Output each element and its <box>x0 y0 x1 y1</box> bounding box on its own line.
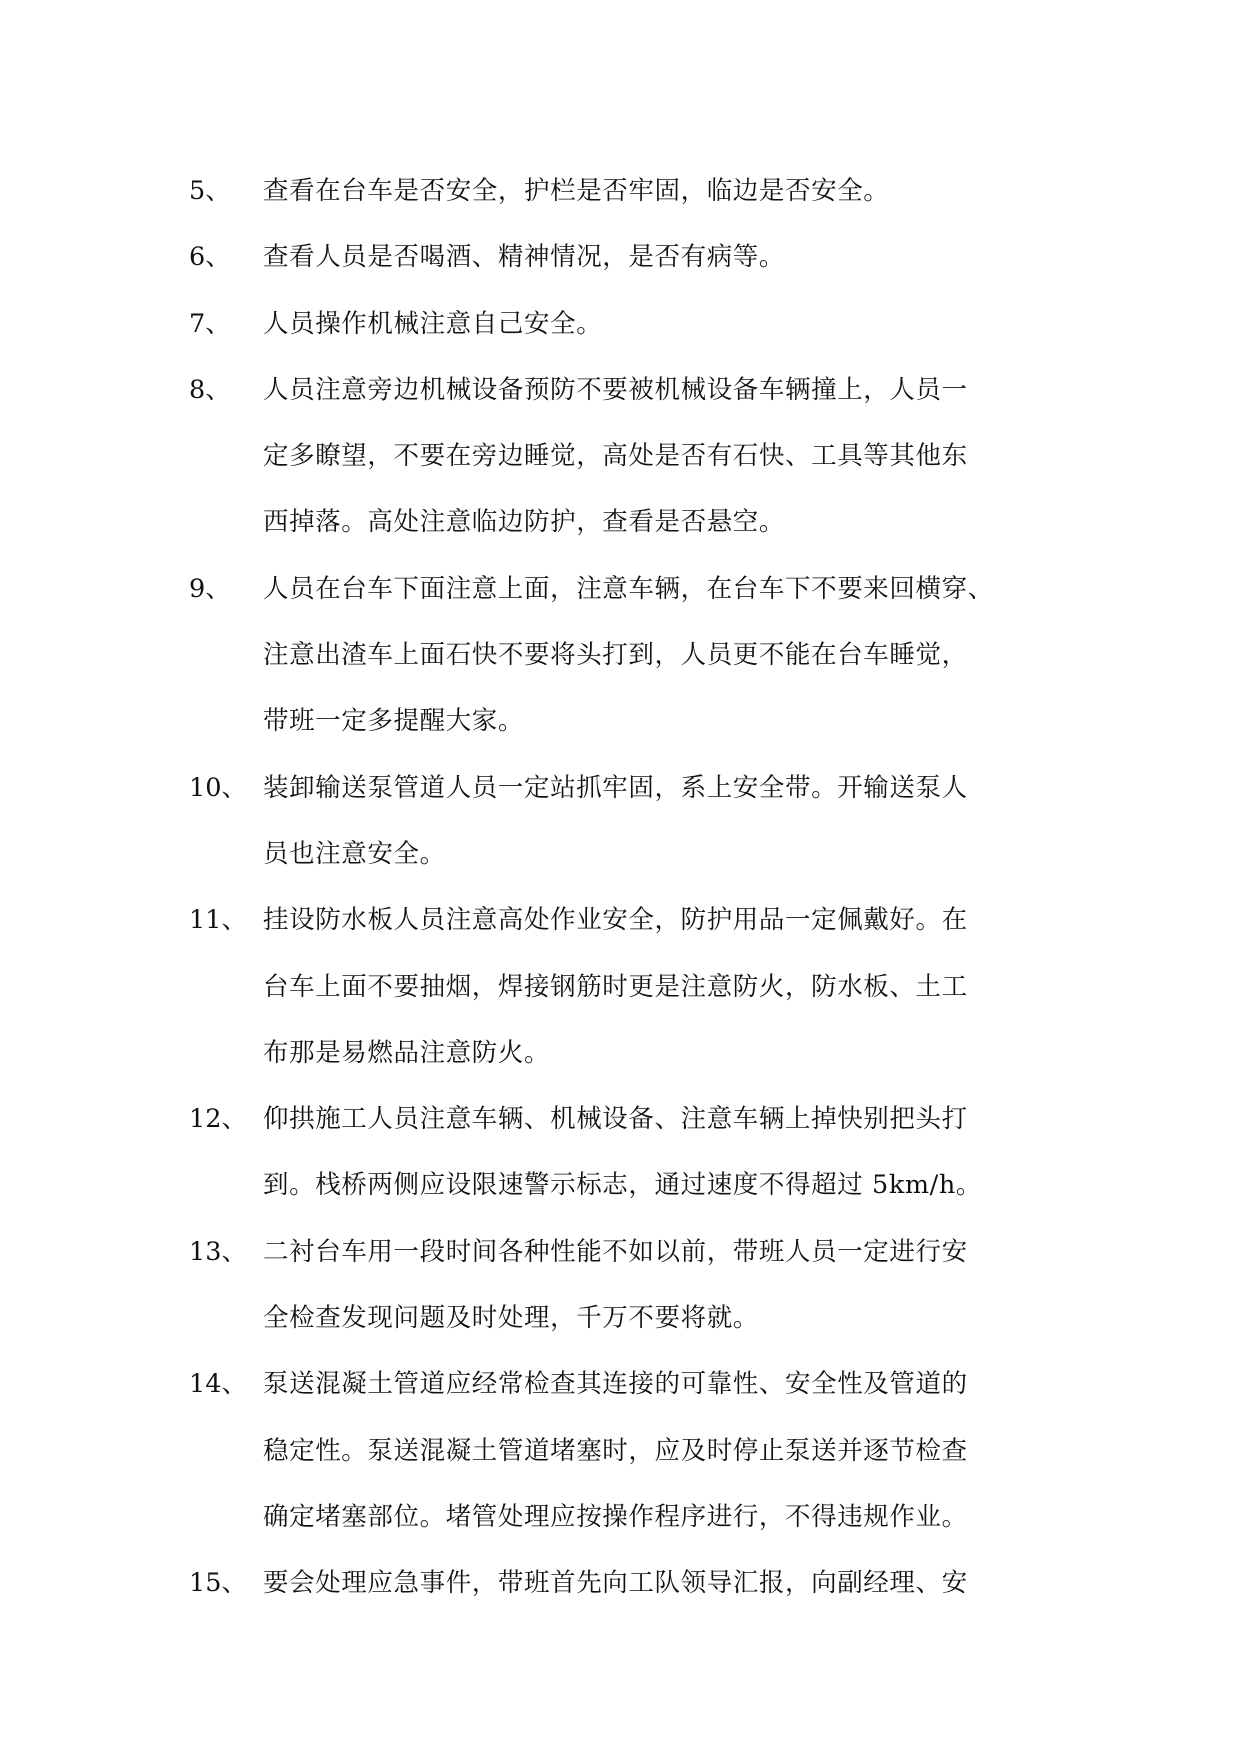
item-text <box>263 1351 1053 1550</box>
item-text <box>263 224 1053 290</box>
item-number: 10、 <box>189 772 247 803</box>
item-text-line: 人员操作机械注意自己安全。 <box>263 308 603 339</box>
item-text-line: 挂设防水板人员注意高处作业安全，防护用品一定佩戴好。在 <box>263 905 968 936</box>
item-text-line: 二衬台车用一段时间各种性能不如以前，带班人员一定进行安 <box>263 1236 968 1267</box>
item-text <box>263 887 1053 1086</box>
list-item <box>189 556 1069 755</box>
item-text-line: 查看在台车是否安全，护栏是否牢固，临边是否安全。 <box>263 176 890 206</box>
item-text-line: 要会处理应急事件，带班首先向工队领导汇报，向副经理、安 <box>263 1568 968 1599</box>
item-text <box>263 158 1053 224</box>
item-text-line: 定多瞭望，不要在旁边睡觉，高处是否有石快、工具等其他东 <box>263 441 968 472</box>
item-text-line: 查看人员是否喝酒、精神情况，是否有病等。 <box>263 242 786 273</box>
item-text-line: 仰拱施工人员注意车辆、机械设备、注意车辆上掉快别把头打 <box>263 1104 968 1135</box>
item-text-line: 注意出渣车上面石快不要将头打到，人员更不能在台车睡觉， <box>263 640 968 671</box>
item-text-line: 泵送混凝土管道应经常检查其连接的可靠性、安全性及管道的 <box>263 1369 968 1400</box>
item-number: 14、 <box>189 1369 247 1400</box>
item-text-line: 确定堵塞部位。堵管处理应按操作程序进行，不得违规作业。 <box>263 1501 968 1532</box>
item-number: 5、 <box>189 176 231 206</box>
item-text-line: 员也注意安全。 <box>263 838 446 869</box>
list-item <box>189 1086 1069 1219</box>
item-number: 9、 <box>189 573 231 604</box>
item-number: 12、 <box>189 1104 247 1135</box>
list-item <box>189 755 1069 888</box>
item-text <box>263 1219 1053 1352</box>
list-item <box>189 224 1069 290</box>
item-text-line: 人员在台车下面注意上面，注意车辆，在台车下不要来回横穿、 <box>263 573 994 604</box>
item-text-line: 装卸输送泵管道人员一定站抓牢固，系上安全带。开输送泵人 <box>263 772 968 803</box>
item-text <box>263 755 1053 888</box>
item-number: 11、 <box>189 905 247 936</box>
item-number: 7、 <box>189 308 231 339</box>
list-item <box>189 158 1069 224</box>
item-number: 6、 <box>189 242 231 273</box>
numbered-list <box>189 158 1069 1617</box>
item-text <box>263 1550 1053 1616</box>
item-text-line: 到。栈桥两侧应设限速警示标志，通过速度不得超过 5km/h。 <box>263 1170 982 1201</box>
item-number: 15、 <box>189 1568 247 1599</box>
item-number: 13、 <box>189 1236 247 1267</box>
item-text-line: 带班一定多提醒大家。 <box>263 706 525 737</box>
item-text-line: 稳定性。泵送混凝土管道堵塞时，应及时停止泵送并逐节检查 <box>263 1435 968 1466</box>
item-text-line: 人员注意旁边机械设备预防不要被机械设备车辆撞上，人员一 <box>263 374 968 405</box>
item-text <box>263 556 1053 755</box>
item-number: 8、 <box>189 374 231 405</box>
item-text <box>263 357 1053 556</box>
item-text <box>263 291 1053 357</box>
list-item <box>189 357 1069 556</box>
list-item <box>189 1219 1069 1352</box>
list-item <box>189 1351 1069 1550</box>
item-text-line: 台车上面不要抽烟，焊接钢筋时更是注意防火，防水板、土工 <box>263 971 968 1002</box>
item-text-line: 西掉落。高处注意临边防护，查看是否悬空。 <box>263 507 786 538</box>
item-text <box>263 1086 1053 1219</box>
list-item <box>189 1550 1069 1616</box>
list-item <box>189 291 1069 357</box>
item-text-line: 布那是易燃品注意防火。 <box>263 1037 551 1068</box>
item-text-line: 全检查发现问题及时处理，千万不要将就。 <box>263 1303 759 1334</box>
list-item <box>189 887 1069 1086</box>
